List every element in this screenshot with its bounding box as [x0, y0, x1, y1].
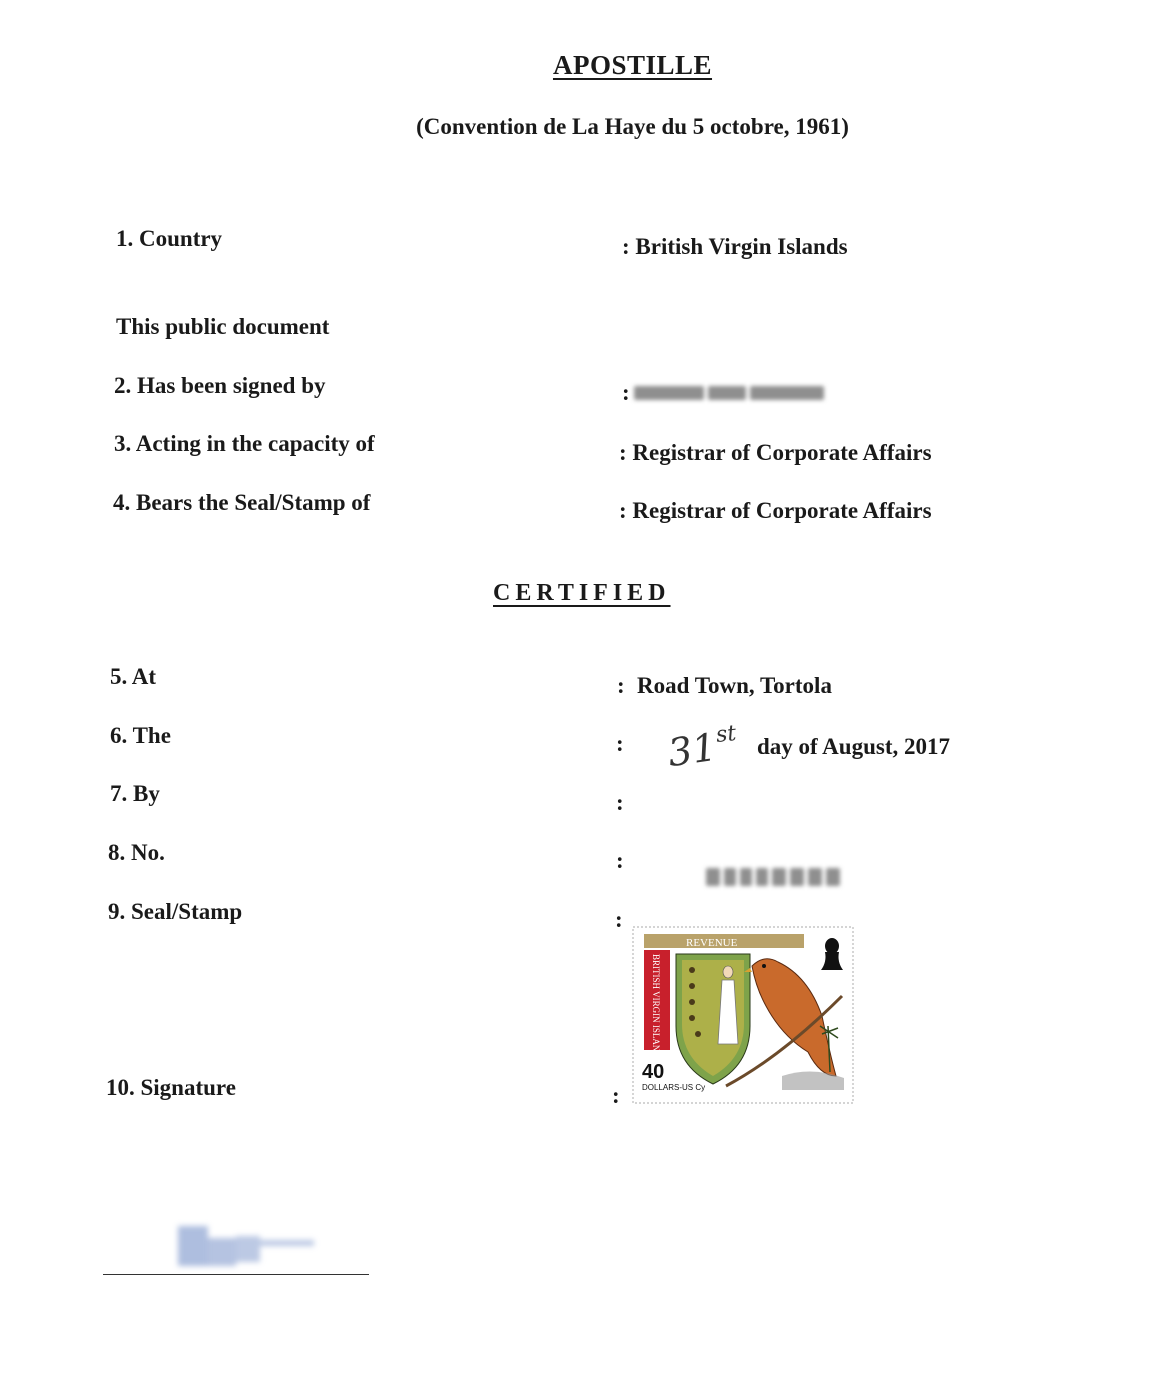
signature-line: [103, 1274, 369, 1275]
field-capacity-label: 3. Acting in the capacity of: [114, 431, 375, 456]
field-seal-of-label: 4. Bears the Seal/Stamp of: [113, 490, 371, 515]
handwritten-day: 31: [665, 724, 720, 776]
document-title: APOSTILLE: [552, 50, 713, 80]
stamp-side-text: BRITISH VIRGIN ISLANDS: [651, 954, 661, 1063]
field-at-colon: :: [617, 673, 625, 698]
field-at-label: 5. At: [110, 664, 156, 689]
certified-heading: CERTIFIED: [493, 580, 671, 606]
field-number-colon: :: [616, 848, 624, 873]
field-country-label: 1. Country: [116, 226, 223, 251]
stamp-denomination: 40: [642, 1061, 665, 1083]
public-document-label: This public document: [116, 314, 330, 339]
field-date-colon: :: [616, 731, 624, 756]
field-by-colon: :: [616, 790, 624, 815]
field-seal-of-value: : Registrar of Corporate Affairs: [619, 498, 932, 523]
field-signed-by-colon: :: [622, 380, 630, 405]
field-seal-stamp-colon: :: [615, 907, 623, 932]
revenue-stamp: [632, 926, 854, 1104]
document-subtitle: (Convention de La Haye du 5 octobre, 1961): [416, 114, 849, 139]
field-seal-stamp-label: 9. Seal/Stamp: [108, 899, 243, 924]
stamp-header-text: REVENUE: [686, 937, 738, 949]
field-at-value: Road Town, Tortola: [637, 673, 832, 698]
field-signature-label: 10. Signature: [106, 1075, 236, 1100]
stamp-currency: DOLLARS-US Cy: [642, 1083, 706, 1092]
field-signed-by-label: 2. Has been signed by: [114, 373, 326, 398]
field-by-label: 7. By: [110, 781, 160, 806]
field-signature-colon: :: [612, 1083, 620, 1108]
field-country-value: : British Virgin Islands: [622, 234, 848, 259]
redacted-signer-name: [634, 386, 824, 400]
field-number-label: 8. No.: [108, 840, 165, 865]
field-date-value: day of August, 2017: [757, 734, 950, 759]
handwritten-day-suffix: st: [714, 721, 738, 748]
redacted-signature: [178, 1220, 318, 1270]
field-date-label: 6. The: [110, 723, 171, 748]
field-capacity-value: : Registrar of Corporate Affairs: [619, 440, 932, 465]
redacted-certificate-number: [706, 868, 840, 886]
